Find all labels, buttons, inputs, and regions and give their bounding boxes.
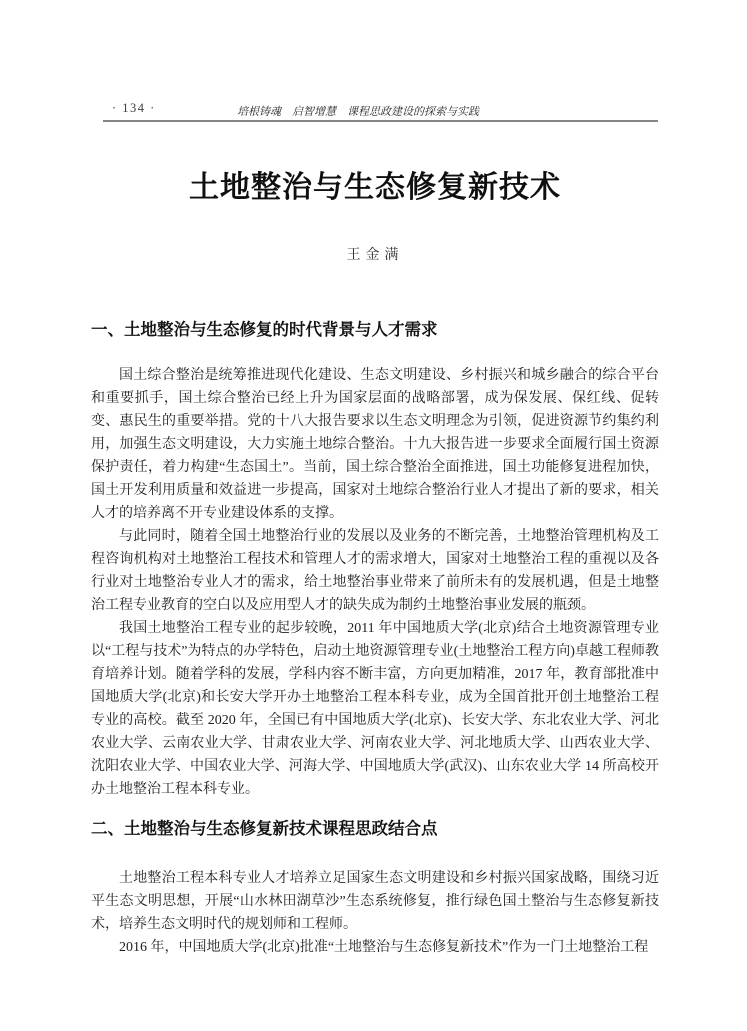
page-header xyxy=(0,101,747,117)
body-paragraph: 土地整治工程本科专业人才培养立足国家生态文明建设和乡村振兴国家战略，围绕习近平生态文明思想，开展“山水林田湖草沙”生态系统修复，推行绿色国土整治与生态修复新技术，培养生态文明时代的规划师和工程师。 xyxy=(91,870,659,932)
article-title: 土地整治与生态修复新技术 xyxy=(189,171,561,204)
header-rule xyxy=(103,120,658,122)
body-paragraph: 与此同时，随着全国土地整治行业的发展以及业务的不断完善，土地整治管理机构及工程咨询机构对土地整治工程技术和管理人才的需求增大，国家对土地整治工程的重视以及各行业对土地整治专业人才的需求，给土地整治事业带来了前所未有的发展机遇，但是土地整治工程专业教育的空白以及应用型人才的缺失成为制约土地整治事业发展的瓶颈。 xyxy=(91,528,659,613)
article-author: 王金满 xyxy=(346,247,404,263)
body-paragraph: 国土综合整治是统筹推进现代化建设、生态文明建设、乡村振兴和城乡融合的综合平台和重要抓手，国土综合整治已经上升为国家层面的战略部署，成为保发展、保红线、促转变、惠民生的重要举措。党的十八大报告要求以生态文明理念为引领，促进资源节约集约利用，加强生态文明建设，大力实施土地综合整治。十九大报告进一步要求全面履行国土资源保护责任，着力构建“生态国土”。当前，国土综合整治全面推进，国土功能修复进程加快，国土开发利用质量和效益进一步提高，国家对土地综合整治行业人才提出了新的要求，相关人才的培养离不开专业建设体系的支撑。 xyxy=(91,367,659,521)
section-heading-1: 一、土地整治与生态修复的时代背景与人才需求 xyxy=(91,320,438,339)
body-paragraph: 2016 年，中国地质大学(北京)批准“土地整治与生态修复新技术”作为一门土地整治工程 xyxy=(119,939,649,955)
article-body xyxy=(91,321,659,959)
section-heading-2: 二、土地整治与生态修复新技术课程思政结合点 xyxy=(91,819,438,838)
running-title: 培根铸魂 启智增慧 课程思政建设的探索与实践 xyxy=(237,106,479,118)
body-paragraph: 我国土地整治工程专业的起步较晚，2011 年中国地质大学(北京)结合土地资源管理专业以“工程与技术”为特点的办学特色，启动土地资源管理专业(土地整治工程方向)卓越工程师教育培养计划。随着学科的发展，学科内容不断丰富，方向更加精准，2017 年，教育部批准中国地质大学(北京)和长安大学开办土地整治工程本科专业，成为全国首批开创土地整治工程专业的高校。截至 2020 年，全国已有中国地质大学(北京)、长安大学、东北农业大学、河北农业大学、云南农业大学、甘肃农业大学、河南农业大学、河北地质大学、山西农业大学、沈阳农业大学、中国农业大学、河海大学、中国地质大学(武汉)、山东农业大学 14 所高校开办土地整治工程本科专业。 xyxy=(91,620,659,797)
page-number: · 134 · xyxy=(112,101,156,115)
